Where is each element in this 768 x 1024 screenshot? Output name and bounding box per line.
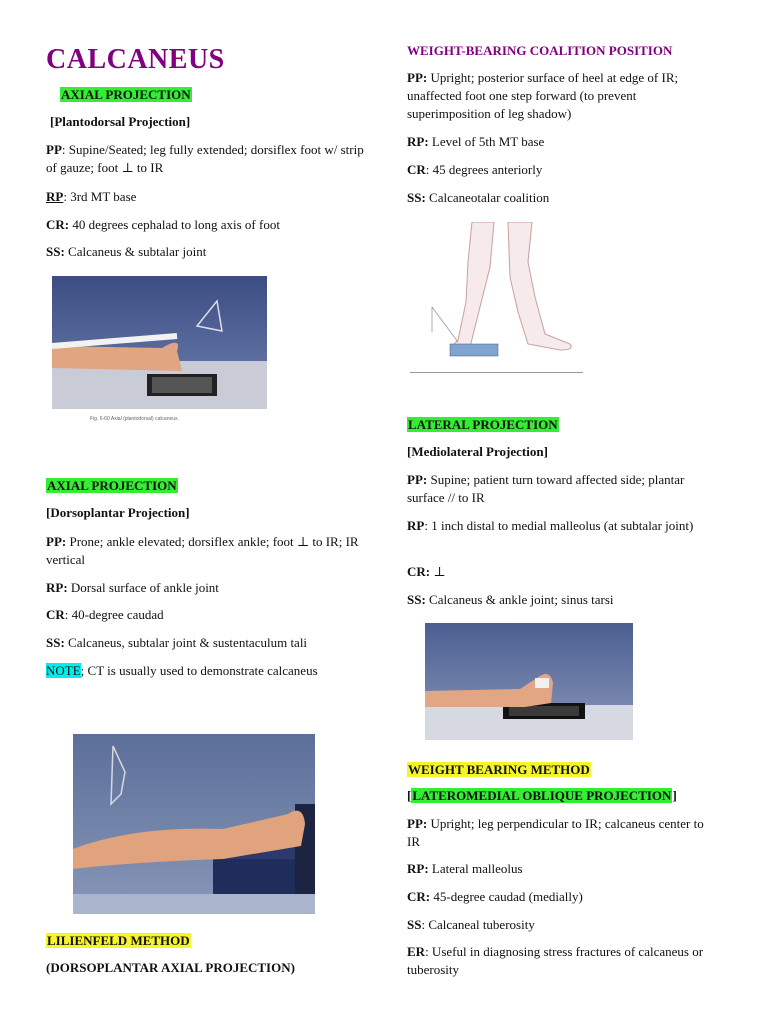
axial1-ss: SS: Calcaneus & subtalar joint [46, 244, 207, 259]
mediolateral-subheading: [Mediolateral Projection] [407, 444, 548, 459]
lateral-pp: PP: Supine; patient turn toward affected side; plantar surface // to IR [407, 472, 685, 505]
plantodorsal-caption: Fig. 6-60 Axial (plantodorsal) calcaneus. [90, 416, 179, 422]
axial2-pp: PP: Prone; ankle elevated; dorsiflex ankle; foot ⊥ to IR; IR vertical [46, 534, 359, 567]
lilienfeld-heading: LILIENFELD METHOD [47, 933, 190, 948]
lateral-photo [425, 623, 633, 740]
axial2-ss: SS: Calcaneus, subtalar joint & sustentaculum tali [46, 635, 308, 650]
axial-projection-heading-2: AXIAL PROJECTION [47, 478, 177, 493]
axial2-note: NOTE; CT is usually used to demonstrate calcaneus [46, 663, 318, 678]
axial1-cr: CR: 40 degrees cephalad to long axis of foot [46, 217, 280, 232]
dorsoplantar-photo [73, 734, 315, 914]
lilienfeld-subheading: (DORSOPLANTAR AXIAL PROJECTION) [46, 960, 295, 975]
wb-coalition-heading: WEIGHT-BEARING COALITION POSITION [407, 43, 673, 58]
axial2-rp: RP: Dorsal surface of ankle joint [46, 580, 219, 595]
lateral-rp: RP: 1 inch distal to medial malleolus (at subtalar joint) [407, 518, 694, 533]
lateral-cr: CR: ⊥ [407, 564, 446, 579]
lateral-ss: SS: Calcaneus & ankle joint; sinus tarsi [407, 592, 614, 607]
axial-projection-heading-1: AXIAL PROJECTION [61, 87, 191, 102]
page-title: CALCANEUS [46, 44, 225, 75]
plantodorsal-subheading: [Plantodorsal Projection] [50, 114, 191, 129]
wb-coalition-ss: SS: Calcaneotalar coalition [407, 190, 550, 205]
wb-coalition-cr: CR: 45 degrees anteriorly [407, 162, 543, 177]
wb-method-cr: CR: 45-degree caudad (medially) [407, 889, 583, 904]
weight-bearing-leg-illustration [410, 222, 585, 372]
weight-bearing-method-heading: WEIGHT BEARING METHOD [408, 762, 590, 777]
axial1-rp: RP: 3rd MT base [46, 189, 137, 204]
lateral-projection-heading: LATERAL PROJECTION [408, 417, 558, 432]
plantodorsal-photo [52, 276, 267, 409]
lateromedial-oblique-subheading: [LATEROMEDIAL OBLIQUE PROJECTION] [407, 788, 677, 803]
wb-method-ss: SS: Calcaneal tuberosity [407, 917, 535, 932]
axial2-cr: CR: 40-degree caudad [46, 607, 164, 622]
wb-method-er: ER: Useful in diagnosing stress fractures of calcaneus or tuberosity [407, 944, 704, 977]
wb-method-rp: RP: Lateral malleolus [407, 861, 523, 876]
axial1-pp: PP: Supine/Seated; leg fully extended; dorsiflex foot w/ strip of gauze; foot ⊥ to IR [46, 142, 364, 175]
wb-coalition-pp: PP: Upright; posterior surface of heel at edge of IR; unaffected foot one step forward (to prevent superimposition of leg shadow) [407, 70, 679, 121]
dorsoplantar-subheading: [Dorsoplantar Projection] [46, 505, 190, 520]
wb-coalition-rp: RP: Level of 5th MT base [407, 134, 545, 149]
divider [410, 372, 583, 373]
wb-method-pp: PP: Upright; leg perpendicular to IR; calcaneus center to IR [407, 816, 704, 849]
